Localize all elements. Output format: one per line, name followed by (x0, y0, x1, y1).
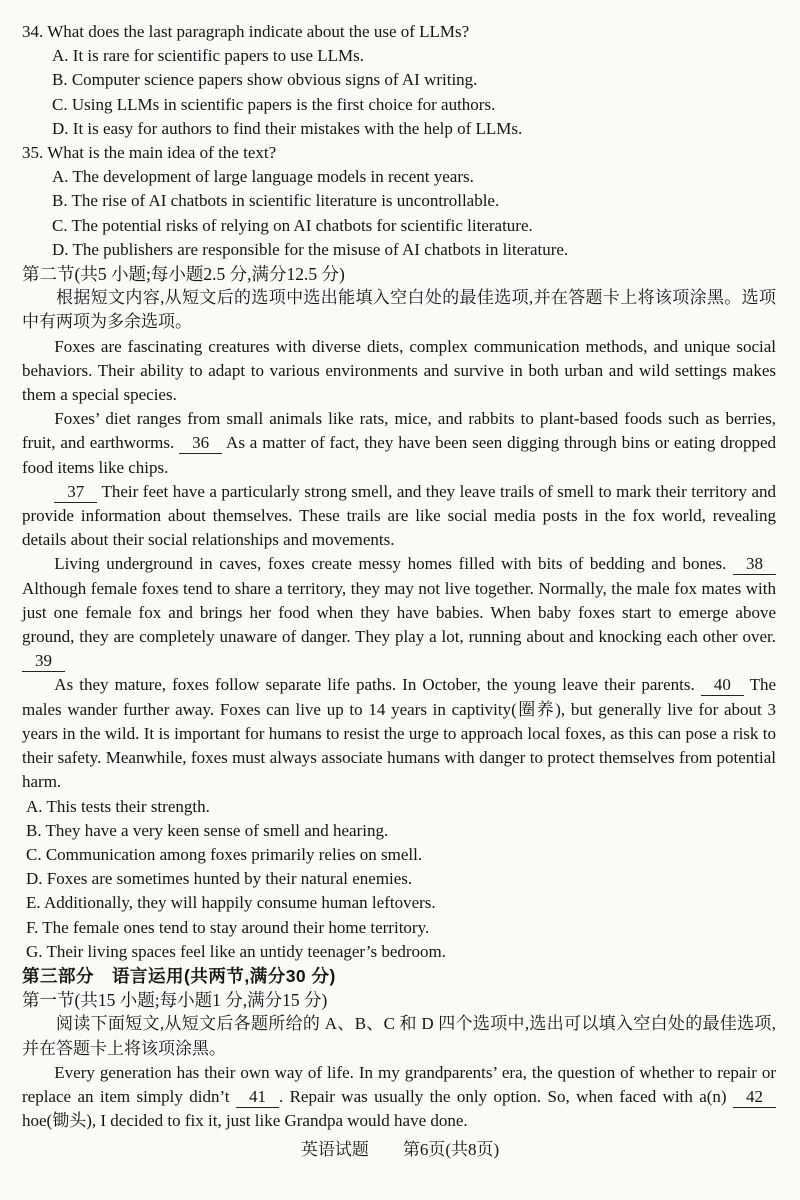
passage-paragraph: Living underground in caves, foxes create messy homes filled with bits of bedding and bones. 38 Although female foxes tend to share a territory, they may not live together. Normally, the male fox mates with just one female fox and brings her food when they have babies. When baby foxes start to emerge above ground, they are completely unaware of danger. They play a lot, running about and knocking each other over. 39 (22, 554, 776, 671)
choice-option: C. Communication among foxes primarily relies on smell. (26, 844, 423, 864)
choice-option: E. Additionally, they will happily consume human leftovers. (26, 893, 436, 913)
question-stem: 34. What does the last paragraph indicate about the use of LLMs? (22, 22, 470, 41)
passage-paragraph: Foxes’ diet ranges from small animals like rats, mice, and rabbits to plant-based foods such as berries, fruit, and earthworms. 36 As a matter of fact, they have been seen digging through bins or eating dropped food items like chips. (22, 409, 776, 477)
passage-paragraph: Every generation has their own way of life. In my grandparents’ era, the question of whether to repair or replace an item simply didn’t 41 . Repair was usually the only option. So, when faced with a(n) 42 hoe(锄头), I decided to fix it, just like Grandpa would have done. (22, 1062, 776, 1131)
passage-paragraph: 37 Their feet have a particularly strong smell, and they leave trails of smell to mark their territory and provide information about themselves. These trails are like social media posts in the fox world, revealing details about their social relationships and movements. (22, 481, 776, 550)
question-option: C. Using LLMs in scientific papers is the first choice for authors. (52, 94, 496, 114)
footer-page-number: 第6页(共8页) (402, 1139, 500, 1159)
choice-option: B. They have a very keen sense of smell and hearing. (26, 820, 389, 840)
numbered-blank-36: 36 (179, 433, 222, 454)
choice-option: F. The female ones tend to stay around their home territory. (26, 917, 430, 937)
choice-option: G. Their living spaces feel like an untidy teenager’s bedroom. (26, 941, 446, 961)
cloze-passage-generation (22, 1061, 776, 1134)
choice-option: A. This tests their strength. (26, 796, 210, 816)
question-option: D. The publishers are responsible for the misuse of AI chatbots in literature. (52, 239, 569, 259)
numbered-blank-37: 37 (54, 482, 97, 503)
page-footer (0, 1138, 800, 1162)
numbered-blank-38: 38 (733, 554, 776, 575)
question-stem: 35. What is the main idea of the text? (22, 143, 277, 163)
part3-instructions: 阅读下面短文,从短文后各题所给的 A、B、C 和 D 四个选项中,选出可以填入空白处的最佳选项,并在答题卡上将该项涂黑。 (22, 1014, 776, 1058)
cloze-passage-foxes (22, 335, 776, 795)
part3-heading: 第三部分 语言运用(共两节,满分30 分) (22, 965, 336, 986)
numbered-blank-41: 41 (236, 1087, 279, 1108)
section2-heading: 第二节(共5 小题;每小题2.5 分,满分12.5 分) (22, 264, 345, 285)
question-option: C. The potential risks of relying on AI chatbots for scientific literature. (52, 215, 533, 235)
numbered-blank-39: 39 (22, 651, 65, 672)
question-option: A. It is rare for scientific papers to use LLMs. (52, 46, 365, 66)
passage-paragraph: Foxes are fascinating creatures with diverse diets, complex communication methods, and unique social behaviors. Their ability to adapt to various environments and survive in both urban and wild settings makes them a special species. (22, 336, 776, 405)
sentence-choices (22, 795, 776, 964)
section2-instructions: 根据短文内容,从短文后的选项中选出能填入空白处的最佳选项,并在答题卡上将该项涂黑。选项中有两项为多余选项。 (22, 288, 776, 332)
question-option: B. The rise of AI chatbots in scientific literature is uncontrollable. (52, 191, 500, 211)
passage-paragraph: As they mature, foxes follow separate life paths. In October, the young leave their parents. 40 The males wander further away. Foxes can live up to 14 years in captivity(圈养), but generally live for about 3 years in the wild. It is important for humans to resist the urge to approach local foxes, as this can pose a risk to their safety. Meanwhile, foxes must always associate humans with danger to protect themselves from potential harm. (22, 675, 777, 792)
numbered-blank-40: 40 (701, 675, 744, 696)
question-option: B. Computer science papers show obvious signs of AI writing. (52, 70, 478, 90)
part3-section1-heading: 第一节(共15 小题;每小题1 分,满分15 分) (22, 990, 328, 1011)
footer-title: 英语试题 (300, 1139, 369, 1159)
choice-option: D. Foxes are sometimes hunted by their natural enemies. (26, 869, 413, 889)
numbered-blank-42: 42 (733, 1087, 776, 1108)
question-option: D. It is easy for authors to find their mistakes with the help of LLMs. (52, 118, 523, 138)
question-option: A. The development of large language models in recent years. (52, 167, 474, 187)
multiple-choice-questions (22, 20, 776, 262)
